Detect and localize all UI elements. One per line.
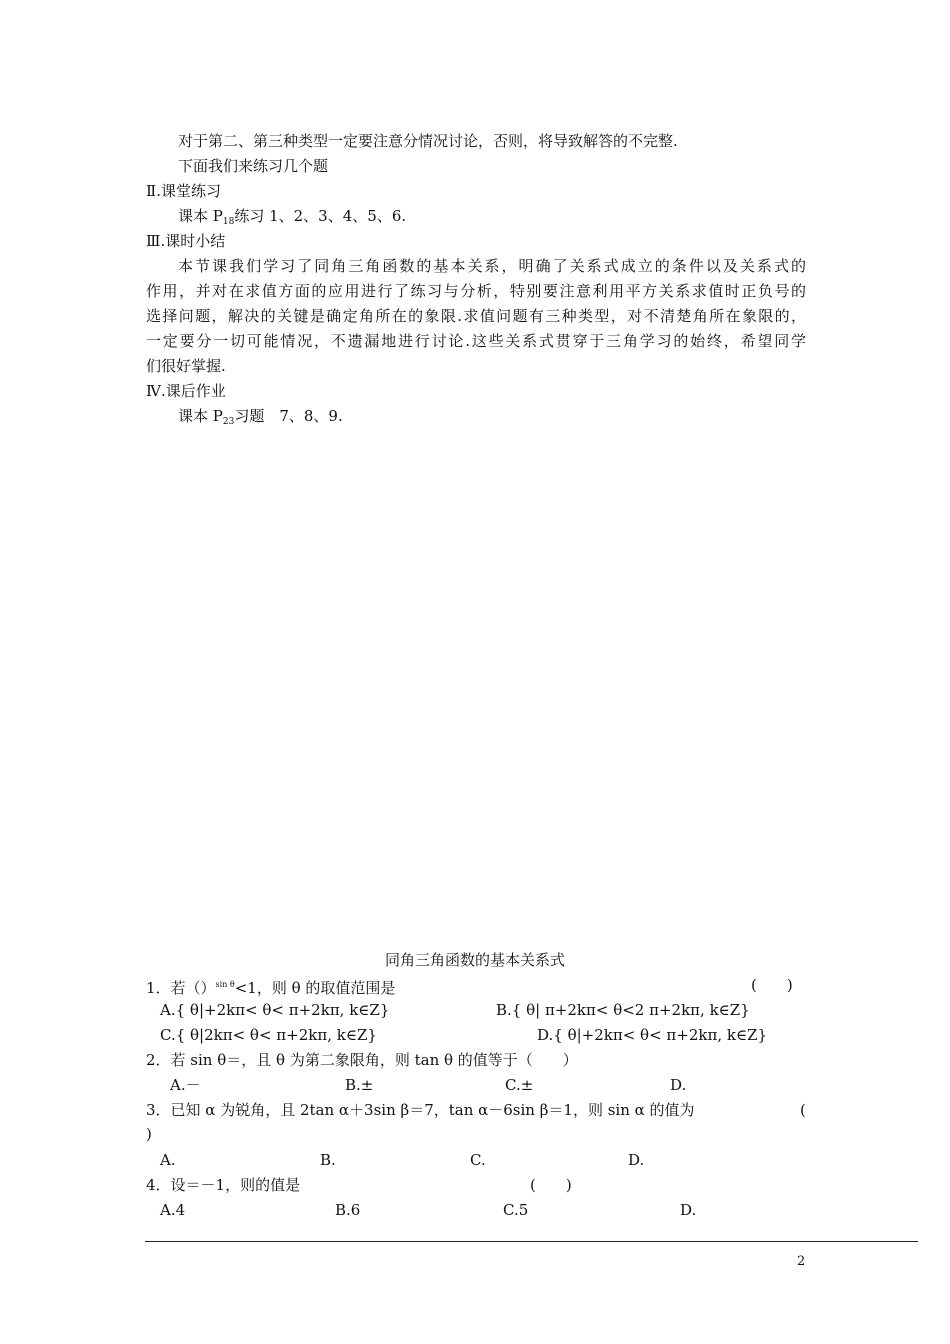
option-d: D.	[670, 1076, 687, 1094]
footer-divider	[145, 1241, 918, 1242]
option-c: C.5	[503, 1201, 529, 1219]
text: <1，则 θ 的取值范围是	[234, 979, 396, 997]
subscript: 18	[222, 217, 235, 227]
page-number: 2	[797, 1254, 806, 1269]
option-d: D.{ θ|+2kπ< θ< π+2kπ, k∈Z}	[537, 1026, 768, 1044]
subscript: 23	[222, 417, 235, 427]
paragraph-line: 下面我们来练习几个题	[178, 157, 329, 175]
text: 练习 1、2、3、4、5、6.	[234, 207, 407, 225]
summary-line: 一定要分一切可能情况，不遗漏地进行讨论.这些关系式贯穿于三角学习的始终，希望同学	[146, 332, 806, 350]
paragraph-line: 对于第二、第三种类型一定要注意分情况讨论，否则，将导致解答的不完整.	[178, 132, 678, 150]
option-d: D.	[628, 1151, 645, 1169]
option-a: A.	[160, 1151, 176, 1169]
question-4: 4．设＝－1，则的值是	[146, 1176, 301, 1194]
answer-paren: ( )	[530, 1176, 572, 1194]
answer-paren: ( )	[751, 976, 793, 994]
quiz-title: 同角三角函数的基本关系式	[384, 951, 565, 969]
question-1	[146, 975, 395, 998]
option-c: C.{ θ|2kπ< θ< π+2kπ, k∈Z}	[160, 1026, 377, 1044]
section-heading: Ⅱ.课堂练习	[146, 182, 221, 200]
section-heading: Ⅳ.课后作业	[146, 382, 226, 400]
text: 课本 P	[178, 407, 223, 425]
answer-paren-open: (	[800, 1101, 806, 1119]
option-b: B.±	[345, 1076, 374, 1094]
option-c: C.	[470, 1151, 486, 1169]
summary-line: 们很好掌握.	[146, 357, 226, 375]
option-d: D.	[680, 1201, 697, 1219]
question-2: 2．若 sin θ＝，且 θ 为第二象限角，则 tan θ 的值等于（ ）	[146, 1051, 578, 1069]
option-c: C.±	[505, 1076, 534, 1094]
answer-paren-close: )	[146, 1125, 152, 1143]
option-a: A.{ θ|+2kπ< θ< π+2kπ, k∈Z}	[160, 1001, 390, 1019]
question-3: 3．已知 α 为锐角，且 2tan α＋3sin β＝7，tan α－6sin β＝1，则 sin α 的值为	[146, 1101, 695, 1119]
section-heading: Ⅲ.课时小结	[146, 232, 226, 250]
option-a: A.－	[170, 1076, 201, 1094]
text: 习题 7、8、9.	[234, 407, 343, 425]
option-b: B.	[320, 1151, 336, 1169]
option-b: B.6	[335, 1201, 361, 1219]
superscript: sin θ	[215, 980, 235, 989]
summary-line: 选择问题，解决的关键是确定角所在的象限.求值问题有三种类型，对不清楚角所在象限的，	[146, 307, 806, 325]
exercise-line	[178, 206, 406, 232]
homework-line	[178, 406, 343, 432]
summary-line: 本节课我们学习了同角三角函数的基本关系，明确了关系式成立的条件以及关系式的	[178, 257, 806, 275]
option-b: B.{ θ| π+2kπ< θ<2 π+2kπ, k∈Z}	[496, 1001, 750, 1019]
summary-line: 作用，并对在求值方面的应用进行了练习与分析，特别要注意利用平方关系求值时正负号的	[146, 282, 806, 300]
option-a: A.4	[160, 1201, 186, 1219]
text: 1．若（）	[146, 979, 216, 997]
text: 课本 P	[178, 207, 223, 225]
